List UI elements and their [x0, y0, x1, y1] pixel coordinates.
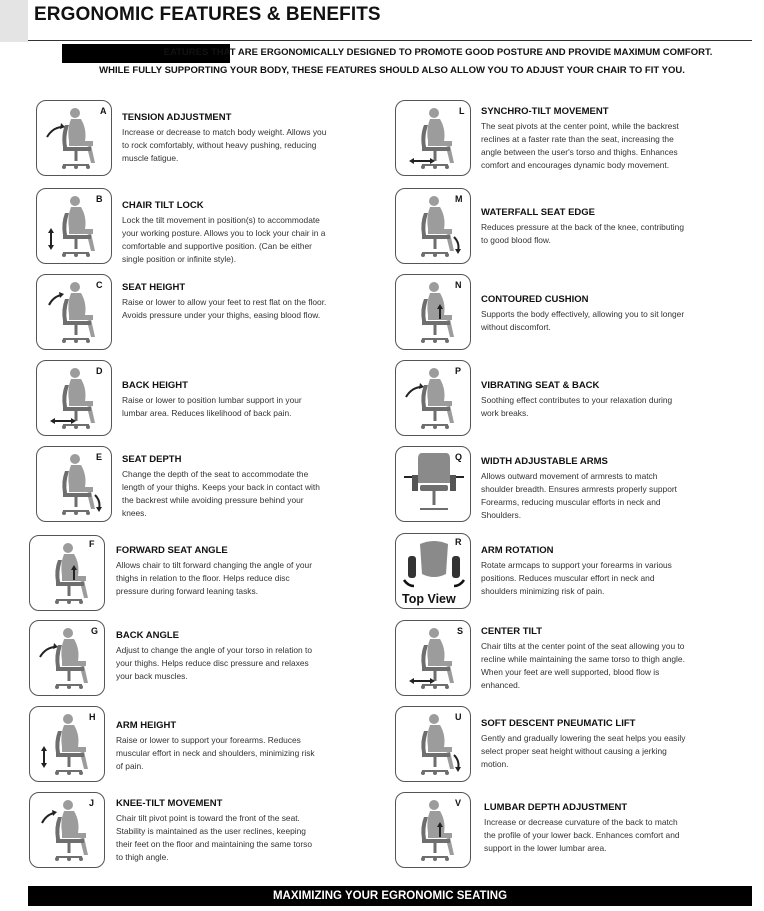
feature-description: Chair tilts at the center point of the seat allowing you to recline while maintaining the same torso to thigh angle. When your feet are well supported, blood flow is enhanced.	[481, 641, 685, 690]
feature-title: FORWARD SEAT ANGLE	[116, 545, 228, 556]
feature-title: CENTER TILT	[481, 626, 543, 637]
feature-description: Raise or lower to position lumbar support in your lumbar area. Reduces likelihood of back pain.	[122, 395, 302, 418]
feature-title: KNEE-TILT MOVEMENT	[116, 798, 223, 809]
feature-letter: R	[455, 537, 462, 547]
feature-letter: V	[455, 798, 462, 808]
feature-letter: Q	[455, 452, 463, 462]
feature-title: SYNCHRO-TILT MOVEMENT	[481, 106, 609, 117]
feature-description: The seat pivots at the center point, while the backrest reclines at a faster rate than the seat, increasing the angle between the user's torso and thighs. Enhances comfort and encourages dynamic body movement.	[481, 121, 679, 170]
feature-letter: E	[96, 452, 103, 462]
feature-title: CONTOURED CUSHION	[481, 294, 589, 305]
feature-letter: U	[455, 712, 462, 722]
feature-description: Reduces pressure at the back of the knee, contributing to good blood flow.	[481, 222, 684, 245]
feature-description: Chair tilt pivot point is toward the front of the seat. Stability is maintained as the user reclines, keeping their feet on the floor and maintaining the same torso to thigh angle.	[116, 813, 312, 862]
feature-title: TENSION ADJUSTMENT	[122, 112, 232, 123]
feature-letter: F	[89, 539, 95, 549]
corner-tab	[0, 0, 28, 42]
feature-title: CHAIR TILT LOCK	[122, 200, 204, 211]
feature-title: VIBRATING SEAT & BACK	[481, 380, 600, 391]
feature-description: Increase or decrease to match body weight. Allows you to rock comfortably, without heavy pushing, reducing muscle fatigue.	[122, 127, 327, 163]
page-title: ERGONOMIC FEATURES & BENEFITS	[34, 4, 381, 25]
feature-title: SEAT HEIGHT	[122, 282, 186, 293]
feature-letter: P	[455, 366, 462, 376]
feature-letter: D	[96, 366, 103, 376]
feature-title: SOFT DESCENT PNEUMATIC LIFT	[481, 718, 636, 729]
feature-description: Raise or lower to support your forearms. Reduces muscular effort in neck and shoulders, minimizing risk of pain.	[116, 735, 315, 771]
title-divider	[28, 40, 752, 41]
feature-description: Allows outward movement of armrests to match shoulder breadth. Ensures armrests properly support Forearms, reducing muscular efforts in neck and Shoulders.	[481, 471, 677, 520]
feature-title: SEAT DEPTH	[122, 454, 182, 465]
intro-line-2: WHILE FULLY SUPPORTING YOUR BODY, THESE FEATURES SHOULD ALSO ALLOW YOU TO ADJUST YOUR CHAIR TO FIT YOU.	[99, 65, 685, 76]
feature-description: Adjust to change the angle of your torso in relation to your thighs. Helps reduce disc pressure and relaxes your back muscles.	[116, 645, 313, 681]
feature-description: Supports the body effectively, allowing you to sit longer without discomfort.	[481, 309, 685, 332]
top-view-caption: Top View	[402, 592, 456, 606]
feature-description: Increase or decrease curvature of the back to match the profile of your lower back. Enhances comfort and support in the lower lumbar area.	[484, 817, 680, 853]
feature-letter: H	[89, 712, 96, 722]
feature-description: Lock the tilt movement in position(s) to accommodate your working posture. Allows you to lock your chair in a comfortable and supportive position. (Can be either single position or infinite style).	[122, 215, 326, 264]
feature-title: BACK ANGLE	[116, 630, 179, 641]
feature-letter: C	[96, 280, 103, 290]
feature-letter: N	[455, 280, 462, 290]
feature-description: Raise or lower to allow your feet to rest flat on the floor. Avoids pressure under your thighs, easing blood flow.	[122, 297, 327, 320]
feature-description: Gently and gradually lowering the seat helps you easily select proper seat height without causing a jerking motion.	[481, 733, 686, 769]
feature-letter: G	[91, 626, 99, 636]
feature-description: Allows chair to tilt forward changing the angle of your thighs in relation to the floor. Helps reduce disc pressure during forward leaning tasks.	[116, 560, 312, 596]
feature-description: Rotate armcaps to support your forearms in various positions. Reduces muscular effort in neck and shoulders minimizing risk of pain.	[481, 560, 672, 596]
feature-title: WIDTH ADJUSTABLE ARMS	[481, 456, 608, 467]
feature-letter: B	[96, 194, 103, 204]
feature-title: WATERFALL SEAT EDGE	[481, 207, 596, 218]
footer-banner: MAXIMIZING YOUR EGRONOMIC SEATING	[28, 886, 752, 906]
feature-description: Change the depth of the seat to accommodate the length of your thighs. Keeps your back in contact with the backrest while avoiding pressure behind your knees.	[122, 469, 320, 518]
feature-title: ARM HEIGHT	[116, 720, 177, 731]
feature-letter: L	[459, 106, 465, 116]
feature-letter: S	[457, 626, 464, 636]
feature-title: BACK HEIGHT	[122, 380, 188, 391]
feature-description: Soothing effect contributes to your relaxation during work breaks.	[481, 395, 673, 418]
feature-title: LUMBAR DEPTH ADJUSTMENT	[484, 802, 628, 813]
feature-letter: A	[100, 106, 107, 116]
feature-letter: J	[89, 798, 95, 808]
feature-letter: M	[455, 194, 463, 204]
feature-title: ARM ROTATION	[481, 545, 554, 556]
intro-line-1: EATURES THAT ARE ERGONOMICALLY DESIGNED TO PROMOTE GOOD POSTURE AND PROVIDE MAXIMUM COMFORT.	[163, 47, 713, 58]
